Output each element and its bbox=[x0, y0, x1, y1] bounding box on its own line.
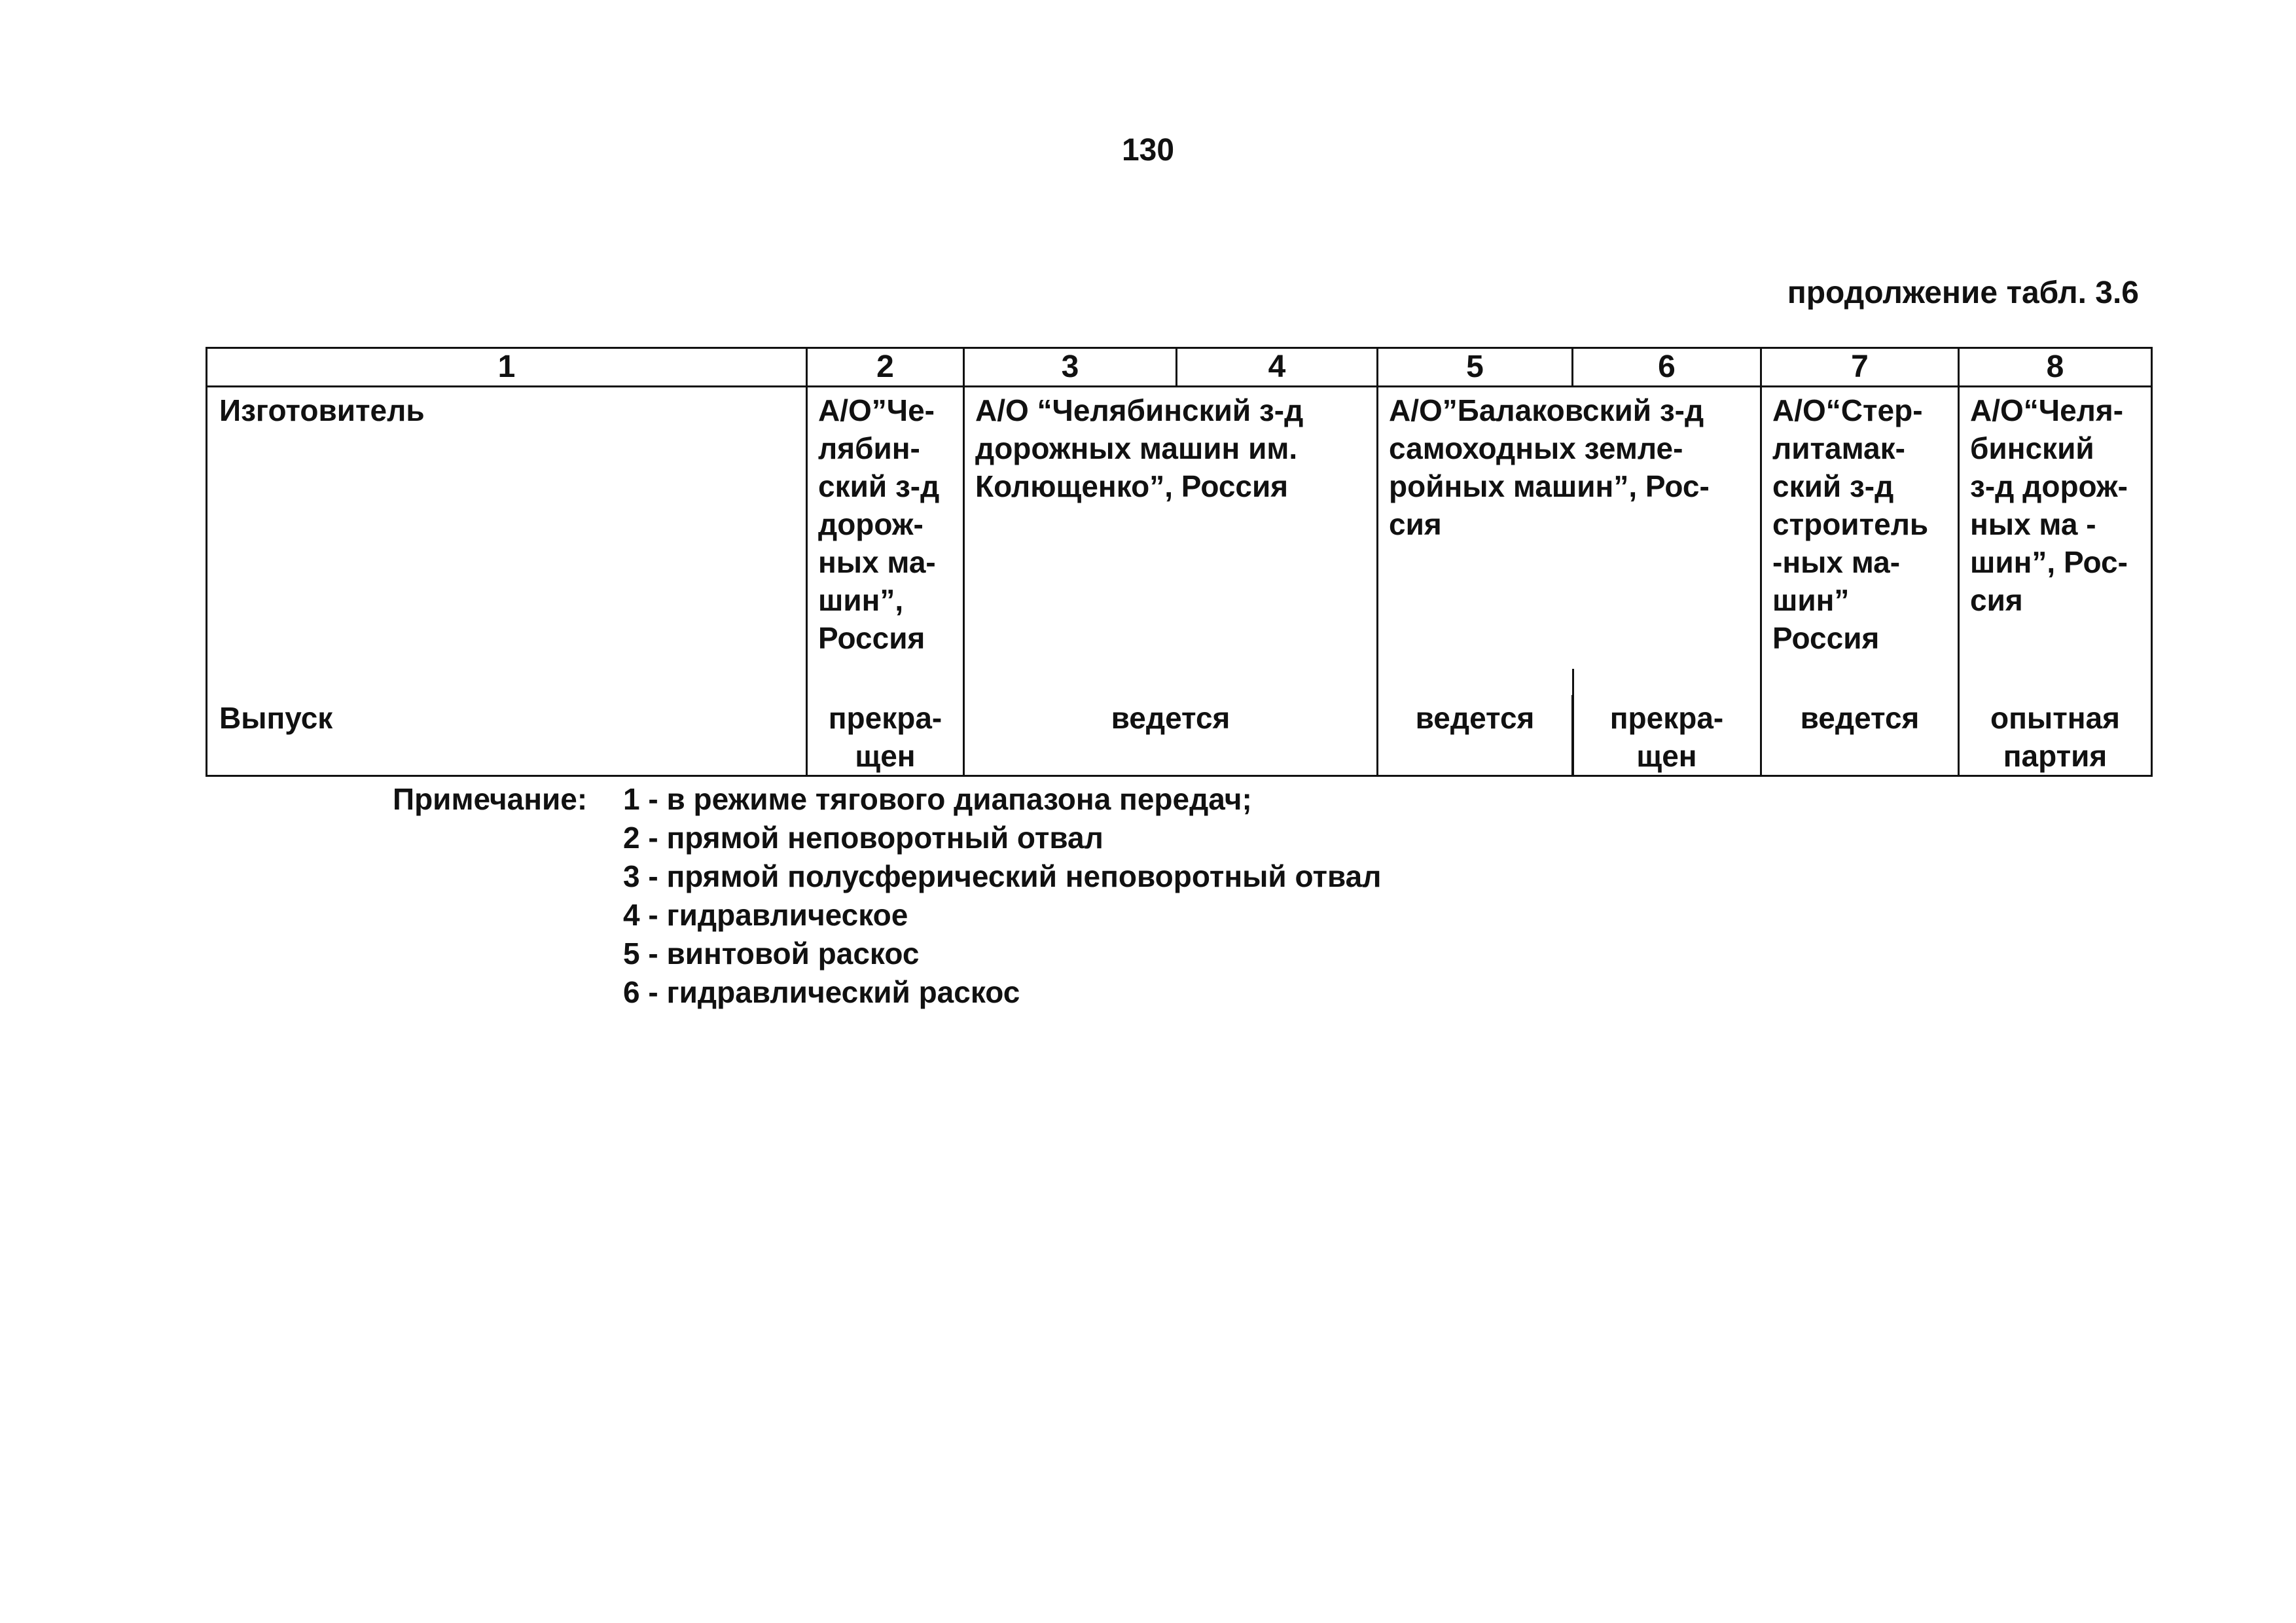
release-col8-line: опытная bbox=[1990, 701, 2120, 735]
release-col6-line: прекра- bbox=[1609, 701, 1724, 735]
release-col2-line: щен bbox=[855, 739, 916, 773]
release-col8 bbox=[1959, 695, 2152, 776]
maker-col8-line: ных ма - bbox=[1970, 507, 2096, 541]
maker-col2-line: А/О”Че- bbox=[818, 393, 935, 427]
note-item: 5 - винтовой раскос bbox=[623, 936, 920, 971]
maker-col56-line: ройных машин”, Рос- bbox=[1389, 469, 1710, 503]
maker-col7-line: -ных ма- bbox=[1772, 545, 1901, 579]
maker-col8-line: А/О“Челя- bbox=[1970, 393, 2124, 427]
release-col34 bbox=[964, 695, 1378, 776]
manufacturer-row bbox=[207, 387, 2152, 696]
note-item: 4 - гидравлическое bbox=[623, 898, 908, 932]
note-item: 3 - прямой полусферический неповоротный отвал bbox=[623, 859, 1382, 893]
maker-col34-line: Колющенко”, Россия bbox=[975, 469, 1289, 503]
maker-col2-line: дорож- bbox=[818, 507, 924, 541]
release-col6 bbox=[1573, 695, 1761, 776]
release-row bbox=[207, 695, 2152, 776]
manufacturer-col56 bbox=[1378, 387, 1761, 696]
maker-col8-line: шин”, Рос- bbox=[1970, 545, 2128, 579]
release-col34-value: ведется bbox=[1111, 701, 1230, 735]
page-number: 130 bbox=[1121, 133, 1175, 168]
header-cell-8: 8 bbox=[1959, 348, 2152, 387]
maker-col34-line: А/О “Челябинский з-д bbox=[975, 393, 1304, 427]
maker-col8-line: з-д дорож- bbox=[1970, 469, 2128, 503]
header-cell-4: 4 bbox=[1177, 348, 1378, 387]
maker-col56-line: сия bbox=[1389, 507, 1442, 541]
maker-col8-line: сия bbox=[1970, 583, 2023, 617]
release-col2 bbox=[807, 695, 964, 776]
maker-col7-line: строитель bbox=[1772, 507, 1929, 541]
release-col5-value: ведется bbox=[1415, 701, 1535, 735]
maker-col2-line: ский з-д bbox=[818, 469, 940, 503]
maker-col2-line: шин”, bbox=[818, 583, 904, 617]
release-col7 bbox=[1761, 695, 1959, 776]
maker-col2-line: ных ма- bbox=[818, 545, 936, 579]
header-cell-5: 5 bbox=[1378, 348, 1573, 387]
release-col5 bbox=[1378, 695, 1573, 776]
header-cell-1: 1 bbox=[207, 348, 807, 387]
manufacturer-col7 bbox=[1761, 387, 1959, 696]
maker-col7-line: шин” bbox=[1772, 583, 1850, 617]
manufacturer-col34 bbox=[964, 387, 1378, 696]
release-col7-value: ведется bbox=[1800, 701, 1920, 735]
maker-col8-line: бинский bbox=[1970, 431, 2094, 465]
manufacturer-label-cell bbox=[207, 387, 807, 696]
release-label: Выпуск bbox=[219, 701, 333, 735]
maker-col7-line: Россия bbox=[1772, 621, 1880, 655]
maker-col56-line: самоходных земле- bbox=[1389, 431, 1683, 465]
manufacturer-label: Изготовитель bbox=[219, 393, 425, 427]
maker-col56-line: А/О”Балаковский з-д bbox=[1389, 393, 1704, 427]
specification-table bbox=[206, 347, 2153, 777]
release-col8-line: партия bbox=[2003, 739, 2108, 773]
header-cell-2: 2 bbox=[807, 348, 964, 387]
maker-col2-line: Россия bbox=[818, 621, 925, 655]
notes-label: Примечание: bbox=[393, 782, 588, 816]
note-item: 6 - гидравлический раскос bbox=[623, 975, 1020, 1009]
release-col2-line: прекра- bbox=[828, 701, 942, 735]
maker-col7-line: А/О“Стер- bbox=[1772, 393, 1923, 427]
note-item: 2 - прямой неповоротный отвал bbox=[623, 821, 1103, 855]
header-cell-6: 6 bbox=[1573, 348, 1761, 387]
note-item: 1 - в режиме тягового диапазона передач; bbox=[623, 782, 1252, 816]
table-continuation-caption: продолжение табл. 3.6 bbox=[1787, 276, 2139, 310]
release-label-cell bbox=[207, 695, 807, 776]
maker-col7-line: ский з-д bbox=[1772, 469, 1894, 503]
header-cell-7: 7 bbox=[1761, 348, 1959, 387]
manufacturer-col2 bbox=[807, 387, 964, 696]
maker-col2-line: лябин- bbox=[818, 431, 920, 465]
header-row bbox=[207, 348, 2152, 387]
manufacturer-col8 bbox=[1959, 387, 2152, 696]
release-col6-line: щен bbox=[1636, 739, 1697, 773]
maker-col7-line: литамак- bbox=[1772, 431, 1905, 465]
maker-col34-line: дорожных машин им. bbox=[975, 431, 1298, 465]
notes-block bbox=[393, 780, 1381, 1012]
header-cell-3: 3 bbox=[964, 348, 1177, 387]
